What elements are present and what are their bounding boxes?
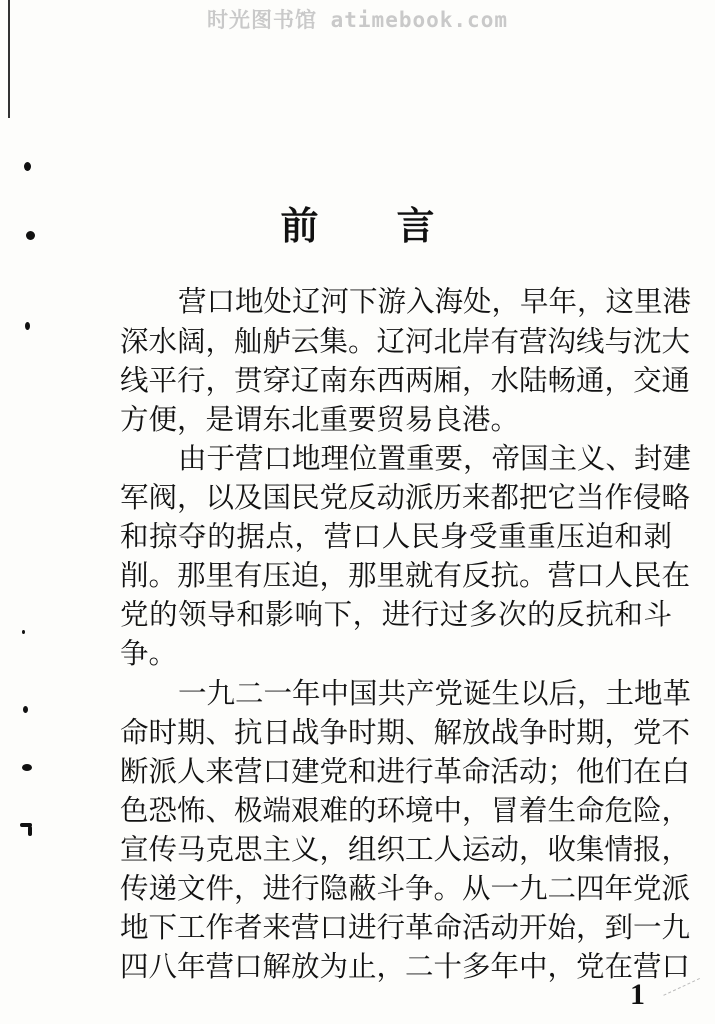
watermark: 时光图书馆 atimebook.com	[206, 8, 508, 32]
text-line: 传递文件，进行隐蔽斗争。从一九二四年党派	[120, 872, 691, 905]
page-number: 1	[630, 978, 645, 1011]
text-line: 和掠夺的据点，营口人民身受重重压迫和剥	[120, 520, 672, 553]
margin-mark	[25, 322, 30, 330]
margin-mark	[28, 826, 32, 836]
text-line: 地下工作者来营口进行革命活动开始，到一九	[120, 911, 691, 944]
text-line: 色恐怖、极端艰难的环境中，冒着生命危险，	[120, 794, 691, 827]
text-line: 党的领导和影响下，进行过多次的反抗和斗	[120, 598, 672, 631]
margin-mark	[24, 162, 31, 171]
text-line: 营口地处辽河下游入海处，早年，这里港	[178, 285, 692, 318]
text-line: 深水阔，舢舻云集。辽河北岸有营沟线与沈大	[120, 325, 691, 358]
text-line: 由于营口地理位置重要，帝国主义、封建	[178, 442, 692, 475]
text-line: 断派人来营口建党和进行革命活动；他们在白	[120, 755, 691, 788]
page-title: 前言	[280, 203, 513, 248]
scan-edge	[8, 0, 10, 118]
text-line: 方便，是谓东北重要贸易良港。	[120, 403, 520, 436]
text-line: 四八年营口解放为止，二十多年中，党在营口	[120, 950, 691, 983]
margin-mark	[22, 764, 32, 771]
text-line: 军阀，以及国民党反动派历来都把它当作侵略	[120, 481, 691, 514]
text-line: 一九二一年中国共产党诞生以后，土地革	[178, 677, 692, 710]
margin-mark	[23, 706, 28, 713]
margin-mark	[22, 630, 25, 634]
text-line: 削。那里有压迫，那里就有反抗。营口人民在	[120, 559, 691, 592]
text-line: 争。	[120, 637, 178, 670]
text-line: 命时期、抗日战争时期、解放战争时期，党不	[120, 716, 691, 749]
text-line: 宣传马克思主义，组织工人运动，收集情报，	[120, 833, 691, 866]
text-line: 线平行，贯穿辽南东西两厢，水陆畅通，交通	[120, 364, 691, 397]
